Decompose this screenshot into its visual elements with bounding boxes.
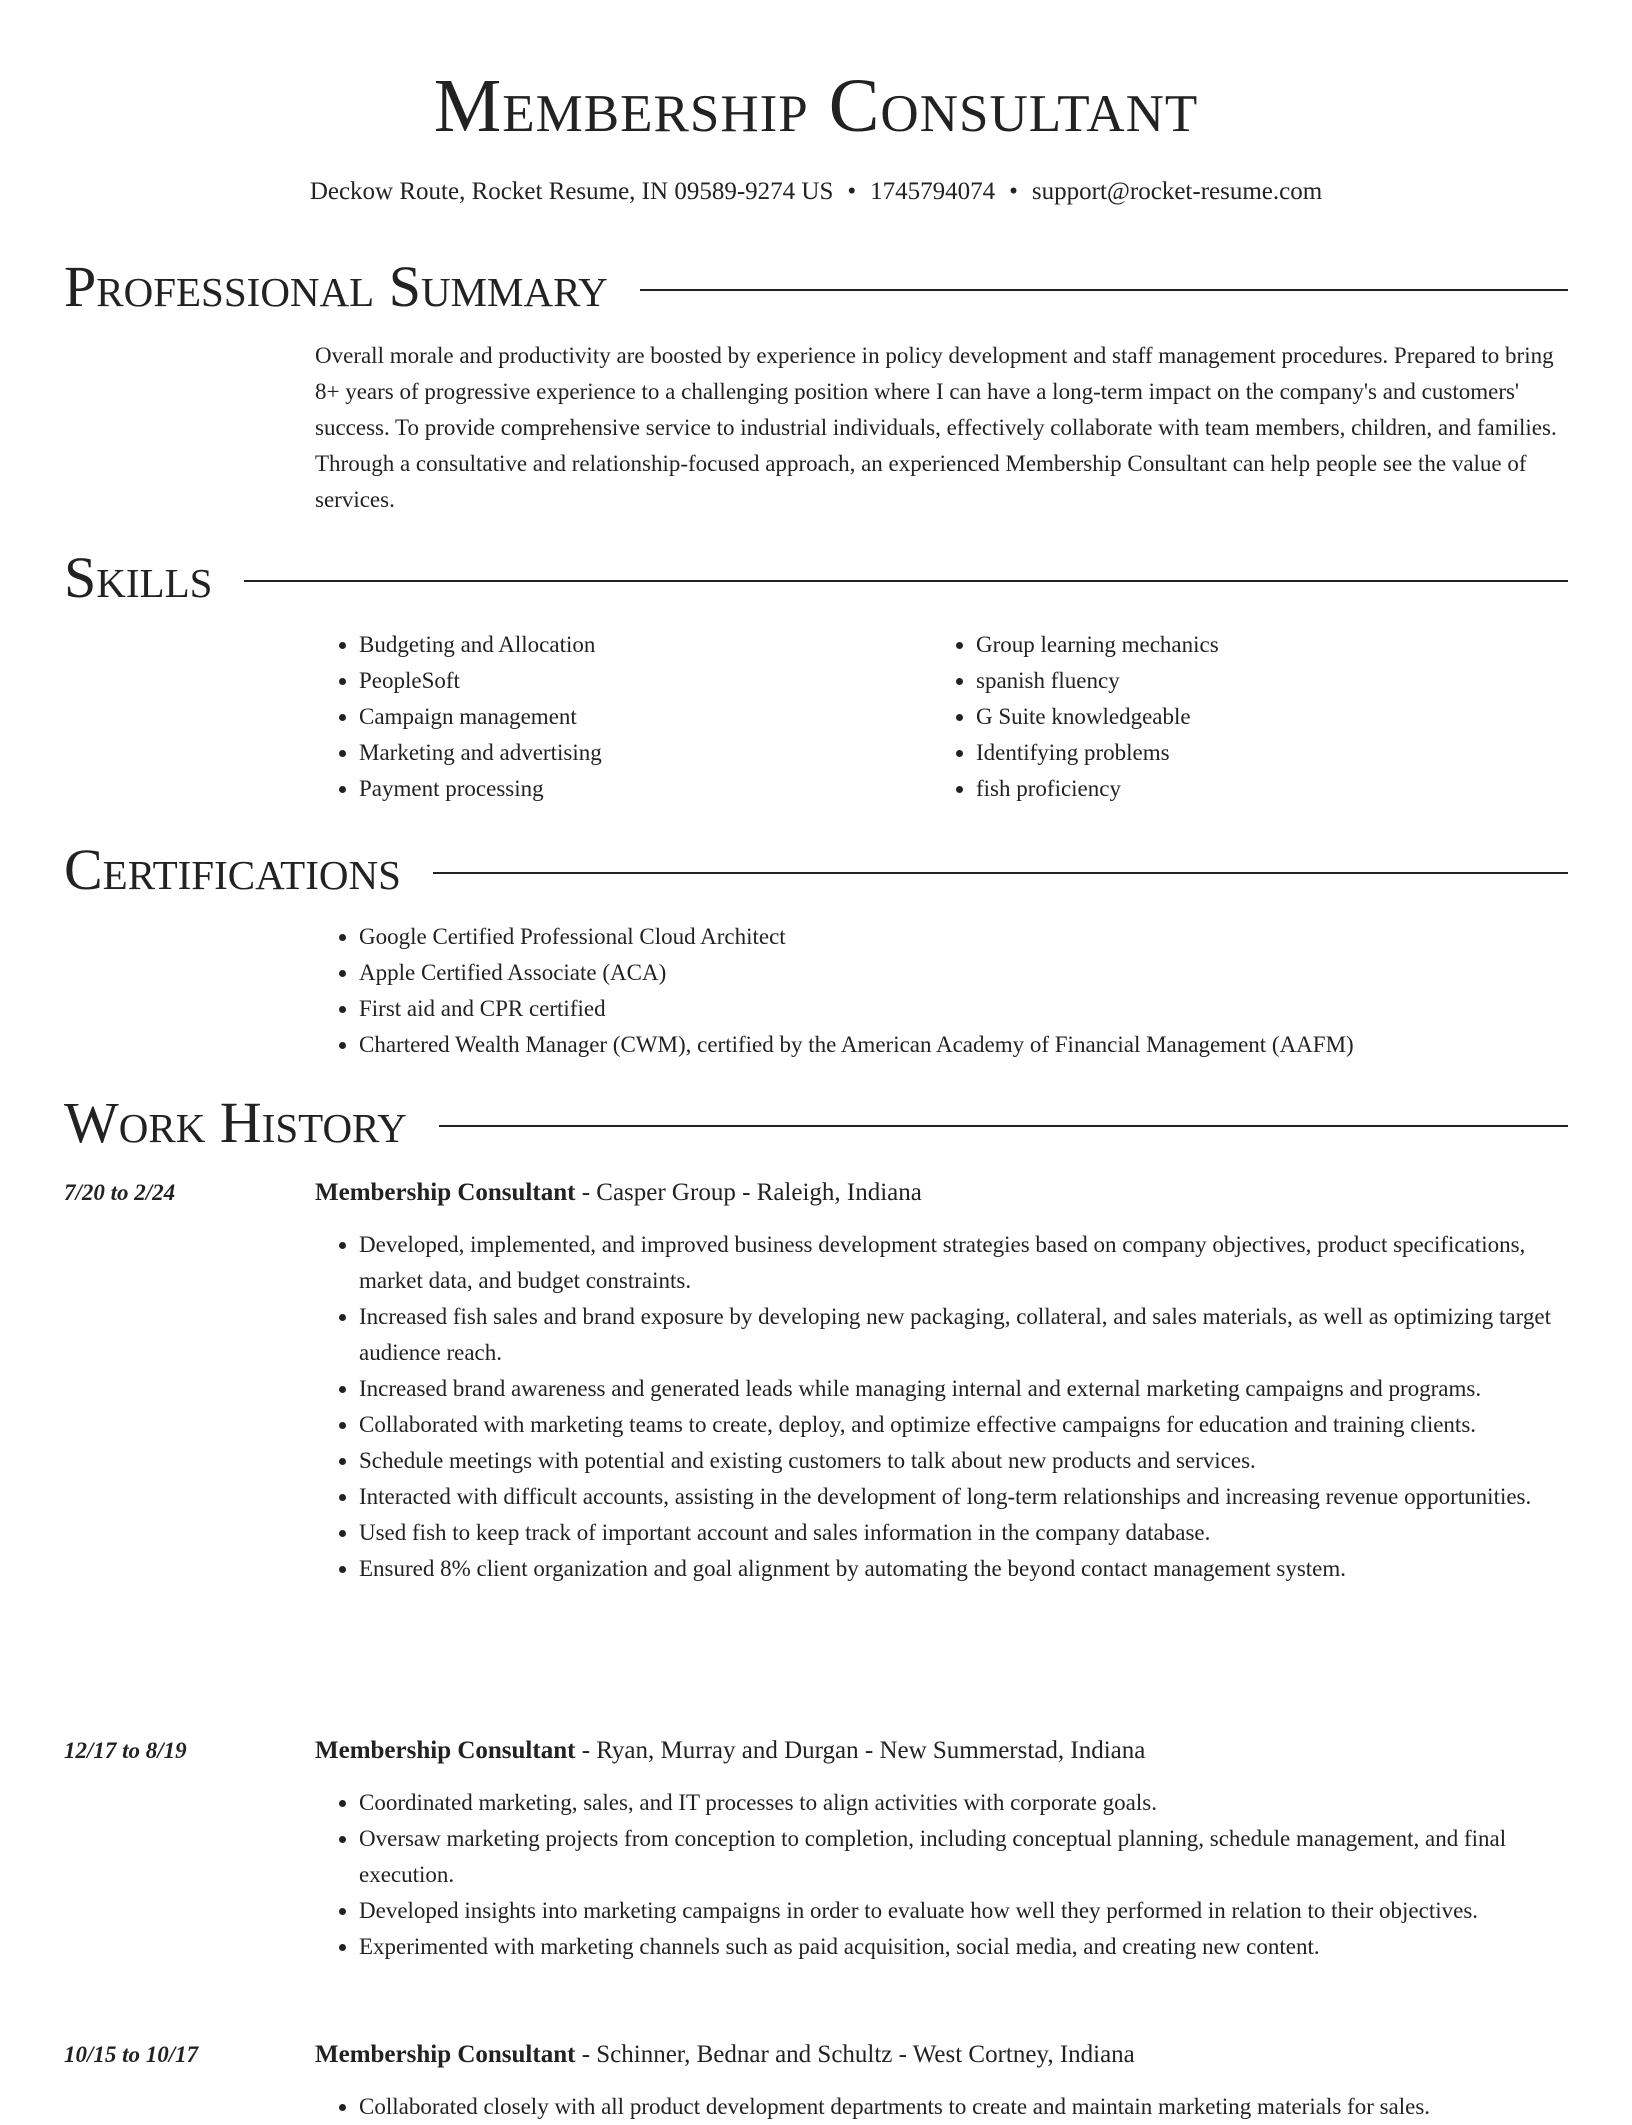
section-divider xyxy=(439,1125,1568,1127)
job-bullets xyxy=(315,1785,1568,1965)
job-bullet: • Developed, implemented, and improved business development strategies based on company objectives, product specifications, market data, and budget constraints. xyxy=(359,1227,1568,1299)
candidate-name: Membership Consultant xyxy=(433,64,1199,148)
certification-item: • Google Certified Professional Cloud Architect xyxy=(359,919,1568,955)
job-title-line xyxy=(315,1175,1568,1211)
skill-item: • G Suite knowledgeable xyxy=(976,699,1549,735)
job-bullet: • Ensured 8% client organization and goal alignment by automating the beyond contact management system. xyxy=(359,1551,1568,1587)
section-divider xyxy=(640,289,1568,291)
job-dates: 7/20 to 2/24 xyxy=(64,1180,176,1205)
section-divider xyxy=(433,872,1568,874)
job-role: Membership Consultant xyxy=(315,1737,576,1764)
certifications-section-header xyxy=(64,835,1568,905)
job-title-line xyxy=(315,1733,1568,1769)
skill-item: • Payment processing xyxy=(359,771,932,807)
job-employer: - Ryan, Murray and Durgan - New Summerstad, Indiana xyxy=(575,1737,1146,1764)
job-bullet: • Developed insights into marketing campaigns in order to evaluate how well they performed in relation to their objectives. xyxy=(359,1893,1568,1929)
job-role: Membership Consultant xyxy=(315,1179,576,1206)
job-bullet: • Collaborated with marketing teams to create, deploy, and optimize effective campaigns for education and training clients. xyxy=(359,1407,1568,1443)
job-employer: - Casper Group - Raleigh, Indiana xyxy=(575,1179,922,1206)
summary-section-header xyxy=(64,252,1568,322)
skill-item: • Campaign management xyxy=(359,699,932,735)
contact-separator: • xyxy=(1009,178,1018,205)
job-bullet: • Collaborated closely with all product development departments to create and maintain marketing materials for sales. xyxy=(359,2089,1568,2125)
job-employer: - Schinner, Bednar and Schultz - West Cortney, Indiana xyxy=(575,2041,1135,2068)
skill-item: • fish proficiency xyxy=(976,771,1549,807)
job-bullet: • Increased fish sales and brand exposure by developing new packaging, collateral, and sales materials, as well as optimizing target audience reach. xyxy=(359,1299,1568,1371)
certification-item: • Chartered Wealth Manager (CWM), certified by the American Academy of Financial Management (AAFM) xyxy=(359,1027,1568,1063)
skill-item: • Marketing and advertising xyxy=(359,735,932,771)
job-bullet: • Schedule meetings with potential and existing customers to talk about new products and services. xyxy=(359,1443,1568,1479)
contact-separator: • xyxy=(847,178,857,205)
skills-section-header xyxy=(64,543,1568,613)
job-dates: 12/17 to 8/19 xyxy=(64,1738,187,1763)
certifications-list xyxy=(315,919,1568,1063)
work-history-section-header xyxy=(64,1088,1568,1158)
contact-address: Deckow Route, Rocket Resume, IN 09589-9274 US xyxy=(309,178,834,205)
skill-item: • spanish fluency xyxy=(976,663,1549,699)
skill-item: • PeopleSoft xyxy=(359,663,932,699)
summary-heading: Professional Summary xyxy=(64,254,608,319)
job-bullets xyxy=(315,2089,1568,2125)
job-role: Membership Consultant xyxy=(315,2041,576,2068)
certification-item: • First aid and CPR certified xyxy=(359,991,1568,1027)
contact-line xyxy=(0,174,1632,210)
certifications-heading: Certifications xyxy=(64,837,401,902)
contact-phone: 1745794074 xyxy=(870,178,996,205)
skills-heading: Skills xyxy=(64,545,213,610)
job-bullet: • Oversaw marketing projects from conception to completion, including conceptual planning, schedule management, and final execution. xyxy=(359,1821,1568,1893)
summary-text: Overall morale and productivity are boosted by experience in policy development and staff management procedures. Prepared to bring 8+ years of progressive experience to a challenging position where I can have a long-term impact on the company's and customers' success. To provide comprehensive service to industrial individuals, effectively collaborate with team members, children, and families. Through a consultative and relationship-focused approach, an experienced Membership Consultant can help people see the value of services. xyxy=(315,343,1557,512)
job-dates: 10/15 to 10/17 xyxy=(64,2042,199,2067)
skill-item: • Group learning mechanics xyxy=(976,627,1549,663)
job-bullet: • Coordinated marketing, sales, and IT processes to align activities with corporate goals. xyxy=(359,1785,1568,1821)
job-bullet: • Increased brand awareness and generated leads while managing internal and external marketing campaigns and programs. xyxy=(359,1371,1568,1407)
work-history-heading: Work History xyxy=(64,1090,407,1155)
skill-item: • Budgeting and Allocation xyxy=(359,627,932,663)
section-divider xyxy=(244,580,1568,582)
skills-column-right xyxy=(932,627,1549,807)
skill-item: • Identifying problems xyxy=(976,735,1549,771)
job-bullet: • Experimented with marketing channels such as paid acquisition, social media, and creating new content. xyxy=(359,1929,1568,1965)
job-bullets xyxy=(315,1227,1568,1587)
job-title-line xyxy=(315,2037,1568,2073)
job-bullet: • Interacted with difficult accounts, assisting in the development of long-term relationships and increasing revenue opportunities. xyxy=(359,1479,1568,1515)
skills-column-left xyxy=(315,627,932,807)
contact-email: support@rocket-resume.com xyxy=(1031,178,1323,205)
skills-list xyxy=(315,627,1568,807)
job-bullet: • Used fish to keep track of important account and sales information in the company database. xyxy=(359,1515,1568,1551)
certification-item: • Apple Certified Associate (ACA) xyxy=(359,955,1568,991)
